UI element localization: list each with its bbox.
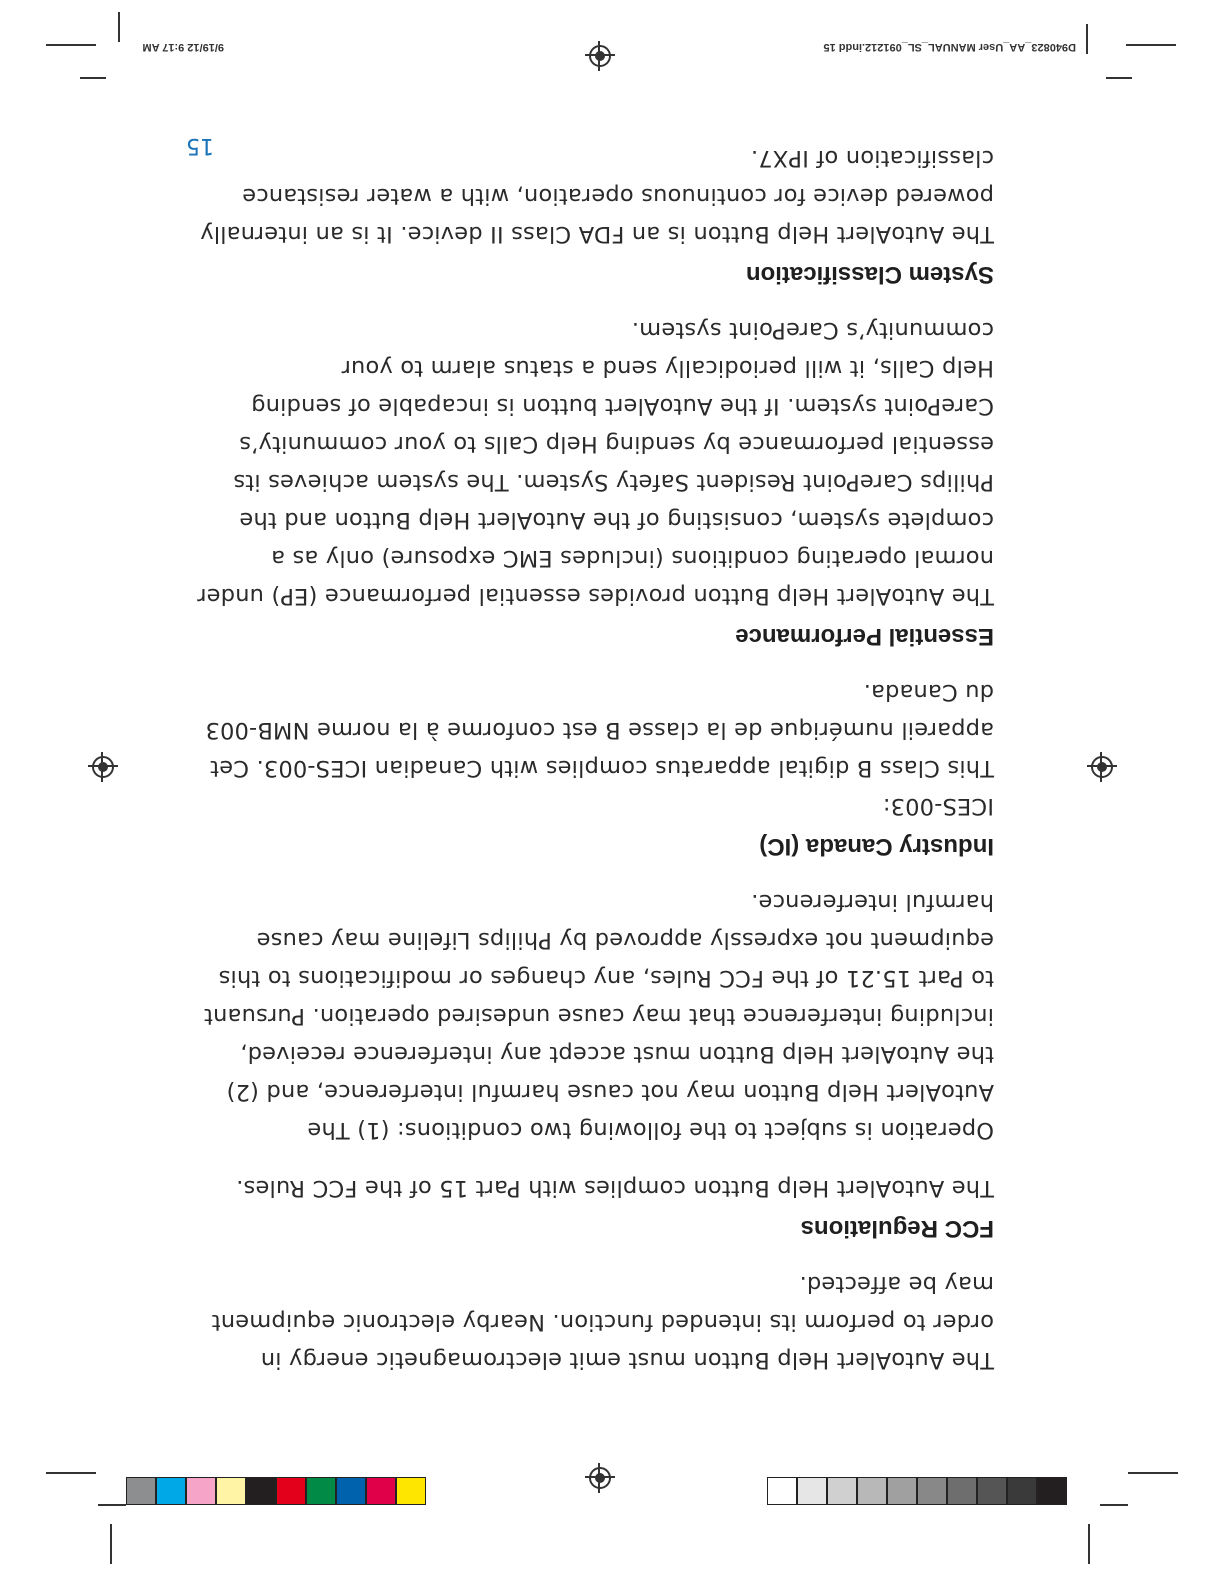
crop-mark: [98, 1504, 126, 1506]
fcc-paragraph-1: The AutoAlert Help Button complies with Part 15 of the FCC Rules.: [236, 1175, 994, 1201]
gray-swatch: [827, 1477, 857, 1505]
color-swatch: [246, 1477, 276, 1505]
gray-swatch: [887, 1477, 917, 1505]
crop-mark: [80, 77, 106, 79]
sc-paragraph: The AutoAlert Help Button is an FDA Class II device. It is an internally powered device for continuous operation, with a water resistance classification of IPX7.: [200, 145, 994, 247]
color-swatch: [216, 1477, 246, 1505]
color-bar: [126, 1477, 426, 1505]
color-swatch: [396, 1477, 426, 1505]
color-swatch: [186, 1477, 216, 1505]
fcc-heading: FCC Regulations: [800, 1215, 994, 1242]
registration-mark-icon: [589, 1467, 611, 1489]
ep-paragraph: The AutoAlert Help Button provides essential performance (EP) under normal operating conditions (includes EMC exposure) only as a complete system, consisting of the AutoAlert Help Button and the Philips CarePoint Resident Safety System. The system achieves its essential performance by sending Help Calls to your community’s CarePoint system. If the AutoAlert button is incapable of sending Help Calls, it will periodically send a status alarm to your community’s CarePoint system.: [197, 317, 994, 609]
gray-swatch: [917, 1477, 947, 1505]
gray-swatch: [767, 1477, 797, 1505]
crop-mark: [1086, 24, 1088, 54]
crop-mark: [1106, 77, 1132, 79]
crop-mark: [46, 1472, 96, 1474]
color-swatch: [276, 1477, 306, 1505]
fcc-paragraph-2: Operation is subject to the following two conditions: (1) The AutoAlert Help Button may not cause harmful interference, and (2) the AutoAlert Help Button must accept any interference received, including interference that may cause undesired operation. Pursuant to Part 15.21 of the FCC Rules, any changes or modifications to this equipment not expressly approved by Philips Lifeline may cause harmful interference.: [203, 889, 994, 1143]
gray-swatch: [857, 1477, 887, 1505]
ep-heading: Essential Performance: [735, 623, 994, 650]
crop-mark: [46, 44, 96, 46]
print-timestamp: 9/19/12 9:17 AM: [142, 41, 224, 53]
crop-mark: [118, 12, 120, 42]
color-swatch: [126, 1477, 156, 1505]
ic-label: ICES-003:: [882, 793, 994, 819]
registration-mark-icon: [1091, 756, 1113, 778]
crop-mark: [110, 1524, 112, 1564]
sc-heading: System Classification: [745, 261, 994, 288]
page-number: 15: [186, 133, 214, 158]
ic-paragraph: This Class B digital apparatus complies with Canadian ICES-003. Cet appareil numérique de la classe B est conforme à la norme NMB-003 du Canada.: [205, 679, 994, 781]
gray-swatch: [1037, 1477, 1067, 1505]
gray-swatch: [797, 1477, 827, 1505]
crop-mark: [1100, 1504, 1128, 1506]
gray-bar: [767, 1477, 1067, 1505]
gray-swatch: [1007, 1477, 1037, 1505]
gray-swatch: [977, 1477, 1007, 1505]
color-swatch: [366, 1477, 396, 1505]
intro-paragraph: The AutoAlert Help Button must emit electromagnetic energy in order to perform its intended function. Nearby electronic equipment may be affected.: [211, 1271, 994, 1373]
crop-mark: [1088, 1524, 1090, 1564]
color-swatch: [306, 1477, 336, 1505]
color-swatch: [156, 1477, 186, 1505]
gray-swatch: [947, 1477, 977, 1505]
registration-mark-icon: [92, 756, 114, 778]
registration-mark-icon: [589, 45, 611, 67]
manual-content: [194, 119, 994, 1379]
ic-heading: Industry Canada (IC): [759, 833, 994, 860]
crop-mark: [1128, 1472, 1178, 1474]
file-slug: D940823_AA_User MANUAL_SL_091212.indd 15: [823, 41, 1076, 53]
color-swatch: [336, 1477, 366, 1505]
crop-mark: [1126, 44, 1176, 46]
